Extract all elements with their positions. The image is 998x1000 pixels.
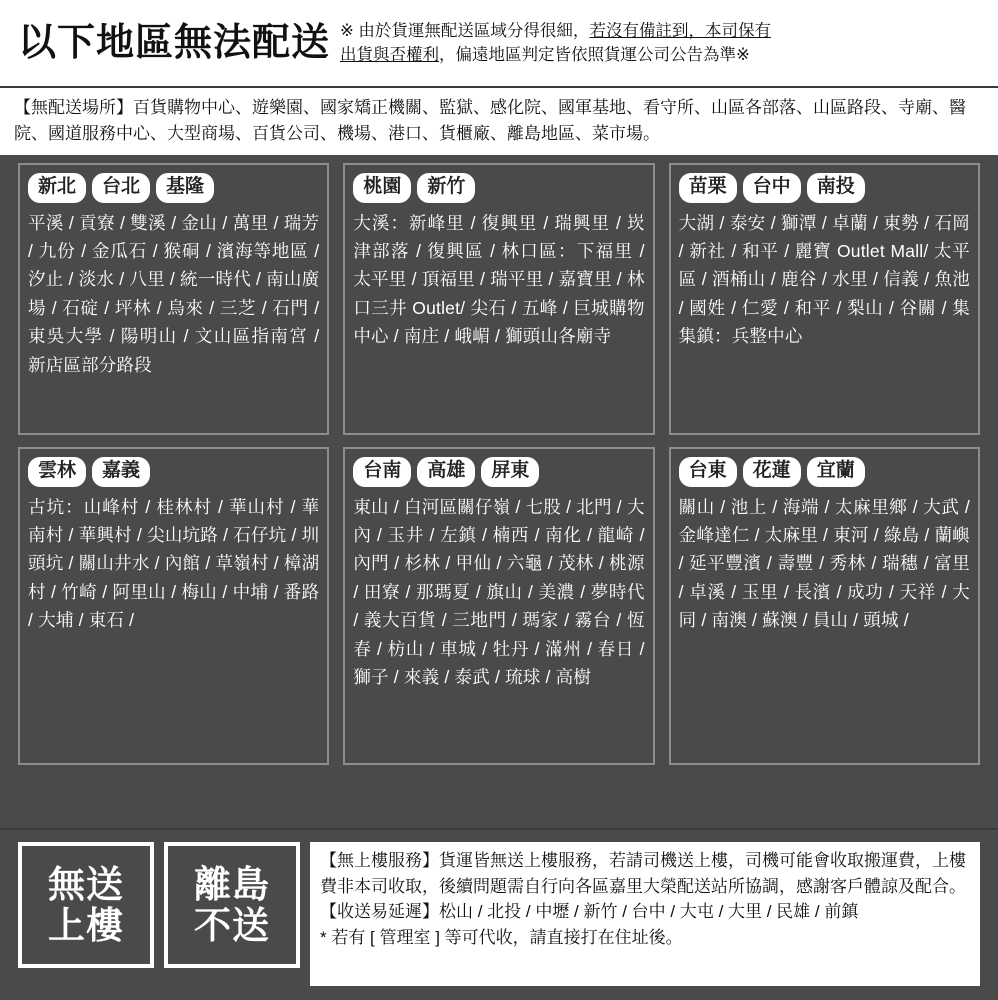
header-note xyxy=(340,20,980,68)
stamp-line-2: 上樓 xyxy=(48,905,124,946)
region-tabs xyxy=(679,457,970,487)
region-tabs xyxy=(353,457,644,487)
region-tabs xyxy=(28,457,319,487)
header-note-line1-prefix: ※ 由於貨運無配送區域分得很細， xyxy=(340,22,590,41)
no-island-delivery-stamp xyxy=(164,842,300,968)
region-tabs xyxy=(679,173,970,203)
region-card-south xyxy=(343,447,654,765)
region-area-list: 平溪 / 貢寮 / 雙溪 / 金山 / 萬里 / 瑞芳 / 九份 / 金瓜石 / 猴硐 / 濱海等地區 / 汐止 / 淡水 / 八里 / 統一時代 / 南山廣場 / 石碇 / 坪林 / 烏來 / 三芝 / 石門 / 東吳大學 / 陽明山 / 文山區指南宮 / 新店區部分路段 xyxy=(28,212,320,375)
region-tab[interactable]: 屏東 xyxy=(481,457,539,487)
region-area-list: 關山 / 池上 / 海端 / 太麻里鄉 / 大武 / 金峰達仁 / 太麻里 / 東河 / 綠島 / 蘭嶼 / 延平豐濱 / 壽豐 / 秀林 / 瑞穗 / 富里 / 卓溪 / 玉里 / 長濱 / 成功 / 天祥 / 大同 / 南澳 / 蘇澳 / 員山 / 頭城 / xyxy=(678,496,970,631)
region-tab[interactable]: 桃園 xyxy=(353,173,411,203)
region-area-list: 大湖 / 泰安 / 獅潭 / 卓蘭 / 東勢 / 石岡 / 新社 / 和平 / 麗寶 Outlet Mall/ 太平區 / 酒桶山 / 鹿谷 / 水里 / 信義 / 魚池 / 國姓 / 仁愛 / 和平 / 梨山 / 谷關 / 集集鎮：兵整中心 xyxy=(678,212,970,347)
region-tab[interactable]: 台中 xyxy=(743,173,801,203)
region-tab[interactable]: 高雄 xyxy=(417,457,475,487)
region-tab[interactable]: 嘉義 xyxy=(92,457,150,487)
region-card-north-2 xyxy=(343,163,654,435)
region-tabs xyxy=(353,173,644,203)
footer-note-management-office: * 若有 [ 管理室 ] 等可代收，請直接打在住址後。 xyxy=(320,927,683,947)
stamp-line-1: 離島 xyxy=(194,863,270,905)
header-note-line2-underline: 出貨與否權利 xyxy=(340,46,440,64)
region-tab[interactable]: 台南 xyxy=(353,457,411,487)
region-tab[interactable]: 南投 xyxy=(807,173,865,203)
stamp-line-2: 不送 xyxy=(194,905,270,946)
region-tab[interactable]: 宜蘭 xyxy=(807,457,865,487)
region-tab[interactable]: 台東 xyxy=(679,457,737,487)
region-tab[interactable]: 苗栗 xyxy=(679,173,737,203)
no-delivery-locations-notice: 【無配送場所】百貨購物中心、遊樂園、國家矯正機關、監獄、感化院、國軍基地、看守所、山區各部落、山區路段、寺廟、醫院、國道服務中心、大型商場、百貨公司、機場、港口、貨櫃廠、離島地區、菜市場。 xyxy=(0,86,998,155)
no-upstairs-delivery-stamp xyxy=(18,842,154,968)
region-area-list: 古坑：山峰村 / 桂林村 / 華山村 / 華南村 / 華興村 / 尖山坑路 / 石仔坑 / 圳頭坑 / 關山井水 / 內館 / 草嶺村 / 樟湖村 / 竹崎 / 阿里山 / 梅山 / 中埔 / 番路 / 大埔 / 東石 / xyxy=(28,496,320,631)
region-card-east xyxy=(669,447,980,765)
region-card-grid xyxy=(0,155,998,775)
header-note-line1-underline: 若沒有備註到，本司保有 xyxy=(589,22,771,41)
region-area-list: 東山 / 白河區關仔嶺 / 七股 / 北門 / 大內 / 玉井 / 左鎮 / 楠西 / 南化 / 龍崎 / 內門 / 杉林 / 甲仙 / 六龜 / 茂林 / 桃源 / 田寮 / 那瑪夏 / 旗山 / 美濃 / 夢時代 / 義大百貨 / 三地門 / 瑪家 / 霧台 / 恆春 / 枋山 / 車城 / 牡丹 / 滿州 / 春日 / 獅子 / 來義 / 泰武 / 琉球 / 高樹 xyxy=(353,496,645,687)
region-tab[interactable]: 台北 xyxy=(92,173,150,203)
header-note-line2-suffix: ，偏遠地區判定皆依照貨運公司公告為準※ xyxy=(439,46,750,64)
page-header xyxy=(0,0,998,86)
region-card-central xyxy=(669,163,980,435)
page-footer xyxy=(0,828,998,1000)
footer-note-delayed-areas: 【收送易延遲】松山 / 北投 / 中壢 / 新竹 / 台中 / 大屯 / 大里 / 民雄 / 前鎮 xyxy=(320,902,859,921)
region-tab[interactable]: 基隆 xyxy=(156,173,214,203)
footer-notes xyxy=(310,842,980,986)
region-card-north-1 xyxy=(18,163,329,435)
region-tab[interactable]: 新竹 xyxy=(417,173,475,203)
page-title: 以下地區無法配送 xyxy=(18,22,331,65)
region-tab[interactable]: 新北 xyxy=(28,173,86,203)
region-tab[interactable]: 雲林 xyxy=(28,457,86,487)
region-tab[interactable]: 花蓮 xyxy=(743,457,801,487)
region-area-list: 大溪：新峰里 / 復興里 / 瑞興里 / 崁津部落 / 復興區 / 林口區：下福里 / 太平里 / 頂福里 / 瑞平里 / 嘉寶里 / 林口三井 Outlet/ 尖石 / 五峰 / 巨城購物中心 / 南庄 / 峨嵋 / 獅頭山各廟寺 xyxy=(353,212,645,347)
footer-note-no-upstairs: 【無上樓服務】貨運皆無送上樓服務，若請司機送上樓，司機可能會收取搬運費，上樓費非本司收取，後續問題需自行向各區嘉里大榮配送站所協調，感謝客戶體諒及配合。 xyxy=(320,851,966,896)
region-card-yunlin-chiayi xyxy=(18,447,329,765)
region-tabs xyxy=(28,173,319,203)
stamp-line-1: 無送 xyxy=(48,863,124,905)
